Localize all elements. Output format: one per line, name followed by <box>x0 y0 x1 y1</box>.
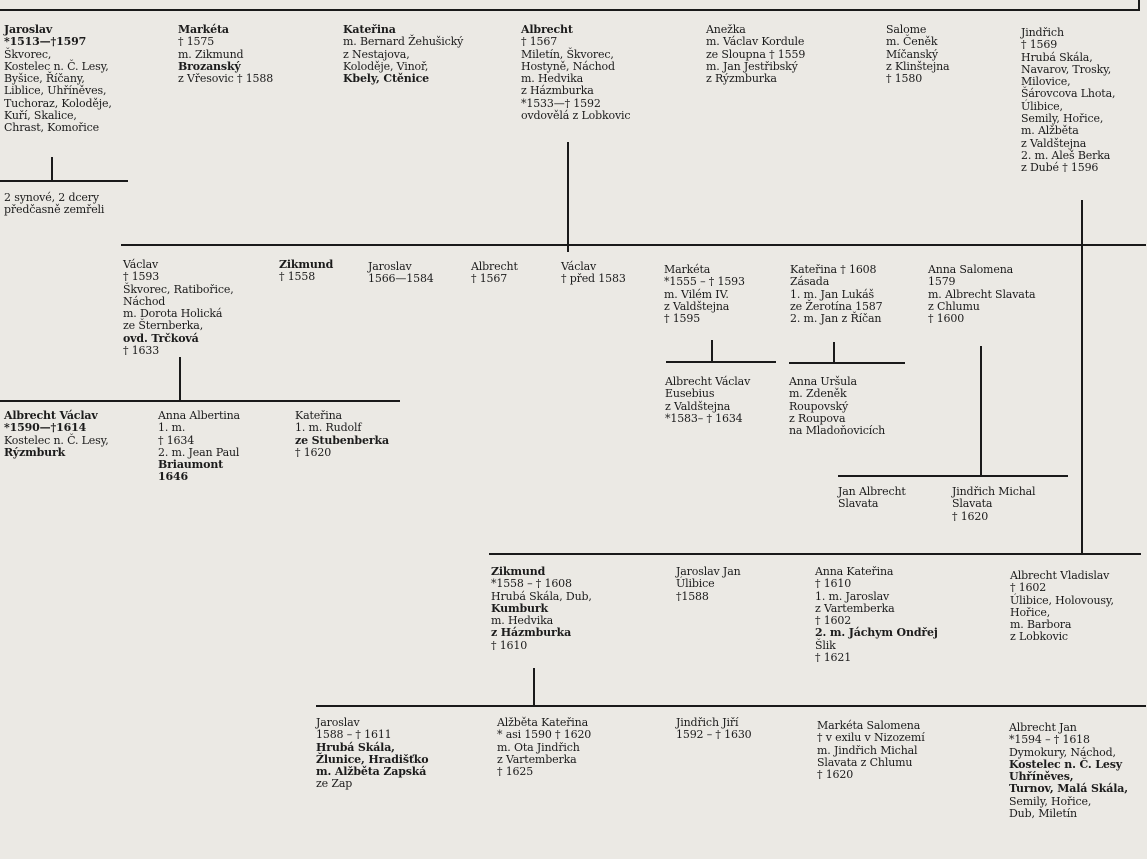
connector-line <box>567 142 569 252</box>
person-detail-line: Kuří, Skalice, <box>4 109 77 123</box>
person-detail-line: *1558 – † 1608 <box>491 577 572 591</box>
person-detail-line: Škvorec, Ratibořice, <box>123 282 234 296</box>
person-detail-line: Navarov, Trosky, <box>1021 62 1112 76</box>
person-name: Jaroslav <box>368 260 412 273</box>
person-name: Kateřina † 1608 <box>790 263 877 276</box>
person-detail-line: Koloděje, Vinoř, <box>343 59 429 73</box>
person-name: Anežka <box>706 23 746 36</box>
connector-line <box>1138 0 1140 11</box>
person-detail-line: Náchod <box>123 294 166 308</box>
person-detail-line: Hrubá Skála, <box>1021 50 1093 64</box>
person-detail-line: Úlibice, Holovousy, <box>1010 593 1114 607</box>
person-detail-line: Hrubá Skála, <box>316 740 395 754</box>
person-detail-line: † 1595 <box>664 312 701 326</box>
person-name: Jindřich Jiří <box>676 716 739 729</box>
person-detail-line: Úlibice, <box>1021 99 1063 113</box>
person-detail-line: z Dubé † 1596 <box>1021 161 1099 175</box>
person-name: Anna Albertina <box>158 409 240 422</box>
person-detail-line: Míčanský <box>886 47 938 61</box>
person-entry <box>952 486 1035 523</box>
person-entry <box>886 24 949 85</box>
person-entry <box>561 261 626 286</box>
person-detail-line: Byšice, Říčany, <box>4 72 85 86</box>
person-detail-line: 2. m. Aleš Berka <box>1021 148 1111 162</box>
connector-line <box>833 342 835 364</box>
person-detail-line: Slavata <box>952 497 993 511</box>
person-name: Salome <box>886 23 927 36</box>
person-detail-line: Škvorec, <box>4 47 52 61</box>
person-detail-line: Briaumont <box>158 458 224 472</box>
person-detail-line: 1588 – † 1611 <box>316 728 392 742</box>
person-name: Zikmund <box>491 565 546 578</box>
person-detail-line: † 1633 <box>123 344 160 358</box>
person-detail-line: z Roupova <box>789 411 846 425</box>
person-detail-line: *1513—†1597 <box>4 35 87 49</box>
connector-line <box>666 361 776 363</box>
person-entry <box>817 720 925 781</box>
person-detail-line: Roupovský <box>789 399 849 413</box>
person-detail-line: † 1610 <box>815 577 852 591</box>
person-detail-line: Úlibice <box>676 577 715 591</box>
person-name: Jaroslav Jan <box>676 565 741 578</box>
person-detail-line: † 1567 <box>471 272 508 286</box>
person-detail-line: Zásada <box>790 275 830 289</box>
person-entry <box>521 24 630 122</box>
person-detail-line: z Lobkovic <box>1010 630 1068 644</box>
person-name: 2 synové, 2 dcery <box>4 191 99 204</box>
person-detail-line: † 1602 <box>815 614 852 628</box>
person-name: Jaroslav <box>4 23 53 36</box>
person-entry <box>295 410 389 459</box>
person-detail-line: † 1625 <box>497 765 534 779</box>
person-entry <box>368 261 434 286</box>
person-detail-line: † před 1583 <box>561 272 626 286</box>
person-entry <box>815 566 938 664</box>
person-detail-line: Slavata <box>838 497 879 511</box>
person-detail-line: ovd. Trčková <box>123 331 199 345</box>
person-detail-line: m. Jan Jestřibský <box>706 59 798 73</box>
person-detail-line: † 1620 <box>952 509 989 523</box>
person-entry <box>676 566 741 603</box>
person-detail-line: z Vřesovic † 1588 <box>178 72 274 86</box>
person-detail-line: Liblice, Uhříněves, <box>4 84 107 98</box>
person-detail-line: *1590—†1614 <box>4 421 87 435</box>
person-name: Václav <box>123 258 159 271</box>
person-detail-line: z Valdštejna <box>1021 136 1087 150</box>
person-detail-line: z Chlumu <box>928 299 980 313</box>
person-detail-line: z Házmburka <box>521 84 594 98</box>
person-name: Anna Salomena <box>928 263 1014 276</box>
person-detail-line: 2. m. Jean Paul <box>158 445 240 459</box>
person-detail-line: † 1602 <box>1010 581 1047 595</box>
person-detail-line: Kostelec n. Č. Lesy, <box>4 59 109 73</box>
person-detail-line: předčasně zemřeli <box>4 203 105 217</box>
person-entry <box>1009 722 1128 820</box>
person-name: Jindřich <box>1021 26 1064 39</box>
person-detail-line: *1583– † 1634 <box>665 411 743 425</box>
person-detail-line: Kostelec n. Č. Lesy, <box>4 433 109 447</box>
person-detail-line: Uhříněves, <box>1009 770 1074 784</box>
person-entry <box>343 24 463 85</box>
person-detail-line: *1533—† 1592 <box>521 96 601 110</box>
person-name: Albrecht Václav <box>4 409 98 422</box>
person-detail-line: Hrubá Skála, Dub, <box>491 589 592 603</box>
person-name: Kateřina <box>343 23 396 36</box>
person-name: Anna Uršula <box>789 375 857 388</box>
person-detail-line: † 1620 <box>817 768 854 782</box>
person-entry <box>158 410 240 484</box>
connector-line <box>0 9 1140 11</box>
person-detail-line: 1. m. Rudolf <box>295 421 362 435</box>
person-detail-line: Milovice, <box>1021 75 1071 89</box>
person-detail-line: m. Albrecht Slavata <box>928 287 1036 301</box>
person-detail-line: † 1593 <box>123 270 160 284</box>
person-detail-line: Žlunice, Hradišťko <box>316 752 429 766</box>
person-name: Albrecht Jan <box>1009 721 1077 734</box>
person-name: Václav <box>561 260 597 273</box>
person-detail-line: Brozanský <box>178 59 241 73</box>
person-entry <box>316 717 428 791</box>
person-detail-line: 1646 <box>158 470 189 484</box>
person-entry <box>676 717 752 742</box>
person-detail-line: ovdovělá z Lobkovic <box>521 109 631 123</box>
person-name: Albrecht <box>471 260 518 273</box>
person-detail-line: m. Dorota Holická <box>123 307 223 321</box>
person-detail-line: † 1610 <box>491 638 528 652</box>
connector-line <box>489 553 1141 555</box>
person-entry <box>1021 27 1115 175</box>
person-detail-line: 2. m. Jan z Říčan <box>790 312 882 326</box>
person-detail-line: ze Sloupna † 1559 <box>706 47 806 61</box>
connector-line <box>1081 200 1083 555</box>
person-detail-line: ze Šternberka, <box>123 319 204 333</box>
person-detail-line: † 1621 <box>815 651 852 665</box>
person-detail-line: ze Zap <box>316 777 353 791</box>
person-entry <box>471 261 518 286</box>
person-detail-line: m. Barbora <box>1010 618 1072 632</box>
person-detail-line: m. Jindřich Michal <box>817 743 918 757</box>
person-detail-line: Hostyně, Náchod <box>521 59 615 73</box>
person-detail-line: m. Bernard Žehušický <box>343 35 464 49</box>
person-detail-line: † v exilu v Nizozemí <box>817 731 925 745</box>
person-detail-line: Kbely, Ctěnice <box>343 72 430 86</box>
person-detail-line: *1555 – † 1593 <box>664 275 745 289</box>
person-detail-line: Šárovcova Lhota, <box>1021 87 1116 101</box>
person-entry <box>790 264 883 325</box>
person-detail-line: † 1569 <box>1021 38 1058 52</box>
person-detail-line: Turnov, Malá Skála, <box>1009 782 1128 796</box>
person-detail-line: Semily, Hořice, <box>1021 112 1104 126</box>
person-detail-line: 2. m. Jáchym Ondřej <box>815 626 938 640</box>
person-entry <box>4 24 112 135</box>
person-detail-line: † 1634 <box>158 433 195 447</box>
person-detail-line: † 1575 <box>178 35 215 49</box>
person-name: Jindřich Michal <box>952 485 1036 498</box>
person-detail-line: m. Hedvika <box>521 72 584 86</box>
person-detail-line: Slavata z Chlumu <box>817 755 913 769</box>
person-detail-line: ze Stubenberka <box>295 433 389 447</box>
person-entry <box>928 264 1035 325</box>
person-detail-line: Semily, Hořice, <box>1009 794 1092 808</box>
person-name: Markéta <box>178 23 229 36</box>
person-name: Albrecht Vladislav <box>1010 569 1110 582</box>
person-entry <box>706 24 805 85</box>
connector-line <box>980 346 982 476</box>
person-detail-line: Tuchoraz, Koloděje, <box>4 96 112 110</box>
person-detail-line: Šlik <box>815 638 836 652</box>
connector-line <box>789 362 905 364</box>
person-detail-line: † 1600 <box>928 312 965 326</box>
person-detail-line: z Valdštejna <box>665 399 731 413</box>
person-entry <box>664 264 745 325</box>
person-entry <box>4 410 109 459</box>
person-detail-line: †1588 <box>676 589 709 603</box>
person-detail-line: z Klinštejna <box>886 59 950 73</box>
connector-line <box>121 244 1146 246</box>
person-detail-line: † 1580 <box>886 72 923 86</box>
person-detail-line: z Vartemberka <box>497 752 577 766</box>
person-detail-line: Chrast, Komořice <box>4 121 100 135</box>
person-detail-line: m. Václav Kordule <box>706 35 805 49</box>
person-detail-line: Dub, Miletín <box>1009 807 1077 821</box>
connector-line <box>0 400 400 402</box>
person-detail-line: Kumburk <box>491 601 549 615</box>
person-detail-line: m. Ota Jindřich <box>497 740 580 754</box>
person-detail-line: ze Žerotína 1587 <box>790 299 883 313</box>
person-detail-line: z Vartemberka <box>815 601 895 615</box>
person-detail-line: † 1558 <box>279 270 316 284</box>
person-entry <box>4 192 104 217</box>
connector-line <box>711 340 713 362</box>
person-entry <box>279 259 333 284</box>
person-detail-line: 1. m. Jan Lukáš <box>790 287 874 301</box>
person-detail-line: Hořice, <box>1010 605 1051 619</box>
person-detail-line: m. Zikmund <box>178 47 244 61</box>
person-name: Markéta <box>664 263 711 276</box>
person-name: Albrecht Václav <box>665 375 751 388</box>
person-entry <box>665 376 750 425</box>
person-detail-line: m. Vilém IV. <box>664 287 729 301</box>
connector-line <box>838 475 1068 477</box>
person-detail-line: Dymokury, Náchod, <box>1009 745 1116 759</box>
person-detail-line: z Rýzmburka <box>706 72 777 86</box>
person-detail-line: m. Hedvika <box>491 614 554 628</box>
person-detail-line: 1592 – † 1630 <box>676 728 752 742</box>
person-entry <box>1010 570 1114 644</box>
person-detail-line: † 1620 <box>295 445 332 459</box>
person-name: Markéta Salomena <box>817 719 921 732</box>
person-detail-line: Rýzmburk <box>4 445 66 459</box>
person-entry <box>123 259 234 357</box>
person-name: Alžběta Kateřina <box>497 716 589 729</box>
person-name: Kateřina <box>295 409 342 422</box>
connector-line <box>0 180 128 182</box>
person-name: Albrecht <box>521 23 573 36</box>
person-detail-line: *1594 – † 1618 <box>1009 733 1090 747</box>
person-detail-line: 1579 <box>928 275 956 289</box>
person-entry <box>178 24 273 85</box>
connector-line <box>316 705 1146 707</box>
person-detail-line: z Házmburka <box>491 626 572 640</box>
person-name: Jan Albrecht <box>838 485 906 498</box>
person-detail-line: 1566—1584 <box>368 272 434 286</box>
person-detail-line: Kostelec n. Č. Lesy <box>1009 757 1122 771</box>
person-entry <box>491 566 592 652</box>
person-name: Jaroslav <box>316 716 360 729</box>
person-detail-line: * asi 1590 † 1620 <box>497 728 592 742</box>
person-detail-line: m. Čeněk <box>886 35 938 49</box>
person-detail-line: Miletín, Škvorec, <box>521 47 614 61</box>
person-detail-line: na Mladoňovicích <box>789 424 886 438</box>
connector-line <box>179 357 181 401</box>
person-detail-line: Eusebius <box>665 387 715 401</box>
person-detail-line: m. Zdeněk <box>789 387 847 401</box>
person-detail-line: 1. m. <box>158 421 186 435</box>
person-detail-line: m. Alžběta <box>1021 124 1079 138</box>
person-entry <box>838 486 906 511</box>
person-name: Zikmund <box>279 258 334 271</box>
person-entry <box>497 717 591 778</box>
person-detail-line: † 1567 <box>521 35 558 49</box>
person-name: Anna Kateřina <box>815 565 894 578</box>
person-detail-line: m. Alžběta Zapská <box>316 765 427 779</box>
connector-line <box>51 157 53 181</box>
person-entry <box>789 376 885 437</box>
connector-line <box>533 668 535 706</box>
person-detail-line: z Valdštejna <box>664 299 730 313</box>
person-detail-line: 1. m. Jaroslav <box>815 589 890 603</box>
person-detail-line: z Nestajova, <box>343 47 410 61</box>
